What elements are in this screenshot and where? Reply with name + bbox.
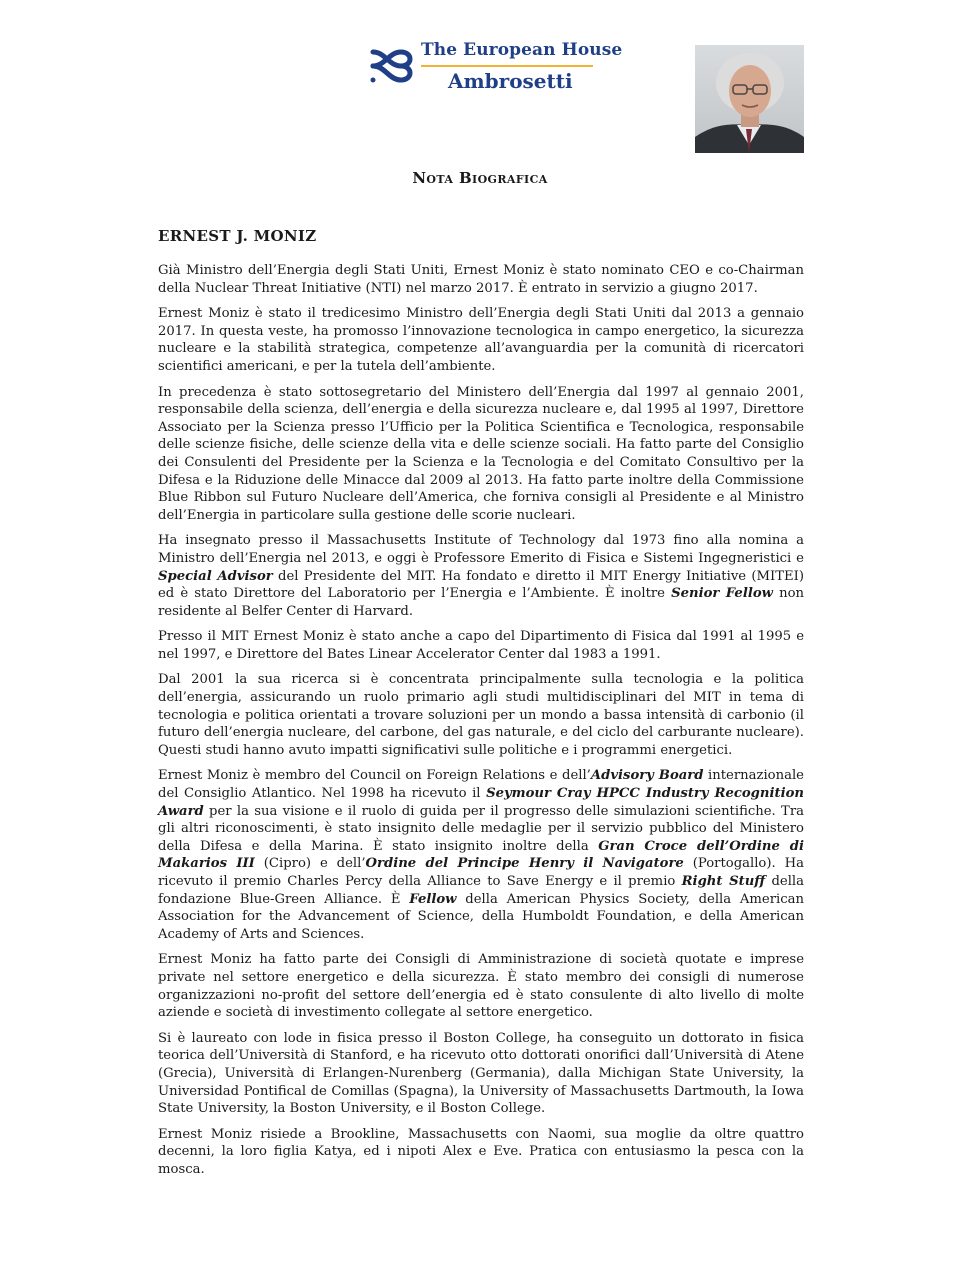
biography-paragraph	[158, 1126, 804, 1179]
biography-paragraph	[158, 305, 804, 375]
paragraph-text: Dal 2001 la sua ricerca si è concentrata principalmente sulla tecnologia e la politica dell’energia, assicurando un ruolo primario agli studi multidisciplinari del MIT in tema di tecnologia e politica orientati a trovare soluzioni per un mondo a bassa intensità di carbonio (il futuro dell’energia nucleare, del carbone, del gas naturale, e del ciclo del carburante nucleare). Questi studi hanno avuto impatti significativi sulle politiche e i programmi energetici.	[158, 672, 804, 758]
biography-paragraph	[158, 671, 804, 759]
biography-paragraph	[158, 767, 804, 943]
biography-body	[158, 262, 804, 1187]
emphasized-text: Seymour Cray HPCC Industry Recognition Award	[158, 786, 804, 819]
paragraph-text: Ernest Moniz è membro del Council on Foreign Relations e dell’	[158, 768, 591, 784]
paragraph-text: Ernest Moniz è stato il tredicesimo Ministro dell’Energia degli Stati Uniti dal 2013 a gennaio 2017. In questa veste, ha promosso l’innovazione tecnologica in campo energetico, la sicurezza nucleare e la stabilità strategica, competenze all’avanguardia per la comunità di ricercatori scientifici americani, e per la tutela dell’ambiente.	[158, 306, 804, 374]
paragraph-text: Ha insegnato presso il Massachusetts Institute of Technology dal 1973 fino alla nomina a Ministro dell’Energia nel 2013, e oggi è Professore Emerito di Fisica e Sistemi Ingegneristici e	[158, 533, 804, 566]
biography-paragraph	[158, 384, 804, 525]
paragraph-text: (Portogallo). Ha ricevuto il premio Charles Percy della Alliance to Save Energy e il premio	[158, 856, 804, 889]
paragraph-text: Si è laureato con lode in fisica presso il Boston College, ha conseguito un dottorato in fisica teorica dell’Università di Stanford, e ha ricevuto otto dottorati onorifici dall’Università di Atene (Grecia), Università di Erlangen-Nurenberg (Germania), dalla Michigan State University, la Universidad Pontifical de Comillas (Spagna), la University of Massachusetts Dartmouth, la Iowa State University, la Boston University, e il Boston College.	[158, 1030, 804, 1117]
portrait-photo	[695, 45, 804, 153]
emphasized-text: Advisory Board	[590, 768, 704, 784]
emphasized-text: Gran Croce dell’Ordine di Makarios III	[158, 838, 804, 872]
paragraph-text: internazionale del Consiglio Atlantico. Nel 1998 ha ricevuto il	[158, 768, 804, 802]
portrait-image	[695, 45, 804, 153]
logo-divider	[421, 65, 593, 67]
paragraph-text: In precedenza è stato sottosegretario del Ministero dell’Energia dal 1997 al gennaio 2001, responsabile della scienza, dell’energia e della sicurezza nucleare e, dal 1995 al 1997, Direttore Associato per la Scienza presso l’Ufficio per la Politica Scientifica e Tecnologica, responsabile delle scienze fisiche, delle scienze della vita e delle scienze sociali. Ha fatto parte del Consiglio dei Consulenti del Presidente per la Scienza e la Tecnologia e del Comitato Consultivo per la Difesa e la Riduzione delle Minacce dal 2009 al 2013. Ha fatto parte inoltre della Commissione Blue Ribbon sul Futuro Nucleare dell’America, che forniva consigli al Presidente e al Ministro dell’Energia in particolare sulla gestione delle scorie nucleari.	[158, 384, 804, 523]
biography-paragraph	[158, 951, 804, 1021]
biography-paragraph	[158, 532, 804, 620]
paragraph-text: Ernest Moniz risiede a Brookline, Massachusetts con Naomi, sua moglie da oltre quattro decenni, la loro figlia Katya, ed i nipoti Alex e Eve. Pratica con entusiasmo la pesca con la mosca.	[158, 1126, 804, 1177]
paragraph-text: della fondazione Blue-Green Alliance. È	[158, 874, 804, 907]
paragraph-text: (Cipro) e dell’	[254, 856, 366, 872]
logo-text-line2: Ambrosetti	[448, 69, 573, 93]
biography-paragraph	[158, 1030, 804, 1118]
emphasized-text: Fellow	[409, 891, 457, 907]
person-name: ERNEST J. MONIZ	[158, 227, 317, 245]
document-title: Nota Biografica	[412, 169, 548, 187]
paragraph-text: per la sua visione e il ruolo di guida per il progresso delle simulazioni scientifiche. Tra gli altri riconoscimenti, è stato insignito delle medaglie per il servizio pubblico del Ministero della Difesa e della Marina. È stato insignito inoltre della	[158, 803, 804, 854]
paragraph-text: Già Ministro dell’Energia degli Stati Uniti, Ernest Moniz è stato nominato CEO e co-Chairman della Nuclear Threat Initiative (NTI) nel marzo 2017. È entrato in servizio a giugno 2017.	[158, 263, 804, 296]
emphasized-text: Senior Fellow	[671, 586, 773, 602]
logo-mark-icon	[367, 44, 415, 88]
paragraph-text: del Presidente del MIT. Ha fondato e diretto il MIT Energy Initiative (MITEI) ed è stato Direttore del Laboratorio per l’Energia e l’Ambiente. È inoltre	[158, 568, 805, 602]
biography-paragraph	[158, 628, 804, 663]
company-logo	[367, 40, 623, 96]
paragraph-text: della American Physics Society, della American Association for the Advancement of Science, della Humboldt Foundation, e della American Academy of Arts and Sciences.	[158, 891, 804, 942]
logo-text-line1: The European House	[421, 40, 623, 60]
emphasized-text: Right Stuff	[681, 874, 766, 889]
emphasized-text: Special Advisor	[158, 568, 273, 584]
paragraph-text: Presso il MIT Ernest Moniz è stato anche a capo del Dipartimento di Fisica dal 1991 al 1995 e nel 1997, e Direttore del Bates Linear Accelerator Center dal 1983 a 1991.	[158, 629, 804, 662]
paragraph-text: Ernest Moniz ha fatto parte dei Consigli di Amministrazione di società quotate e imprese private nel settore energetico e della sicurezza. È stato membro dei consigli di numerose organizzazioni no-profit del settore dell’energia ed è stato consulente di alto livello di molte aziende e società di investimento collegate al settore energetico.	[158, 952, 804, 1021]
biography-paragraph	[158, 262, 804, 297]
paragraph-text: non residente al Belfer Center di Harvard.	[158, 586, 804, 619]
emphasized-text: Ordine del Principe Henry il Navigatore	[365, 856, 684, 872]
